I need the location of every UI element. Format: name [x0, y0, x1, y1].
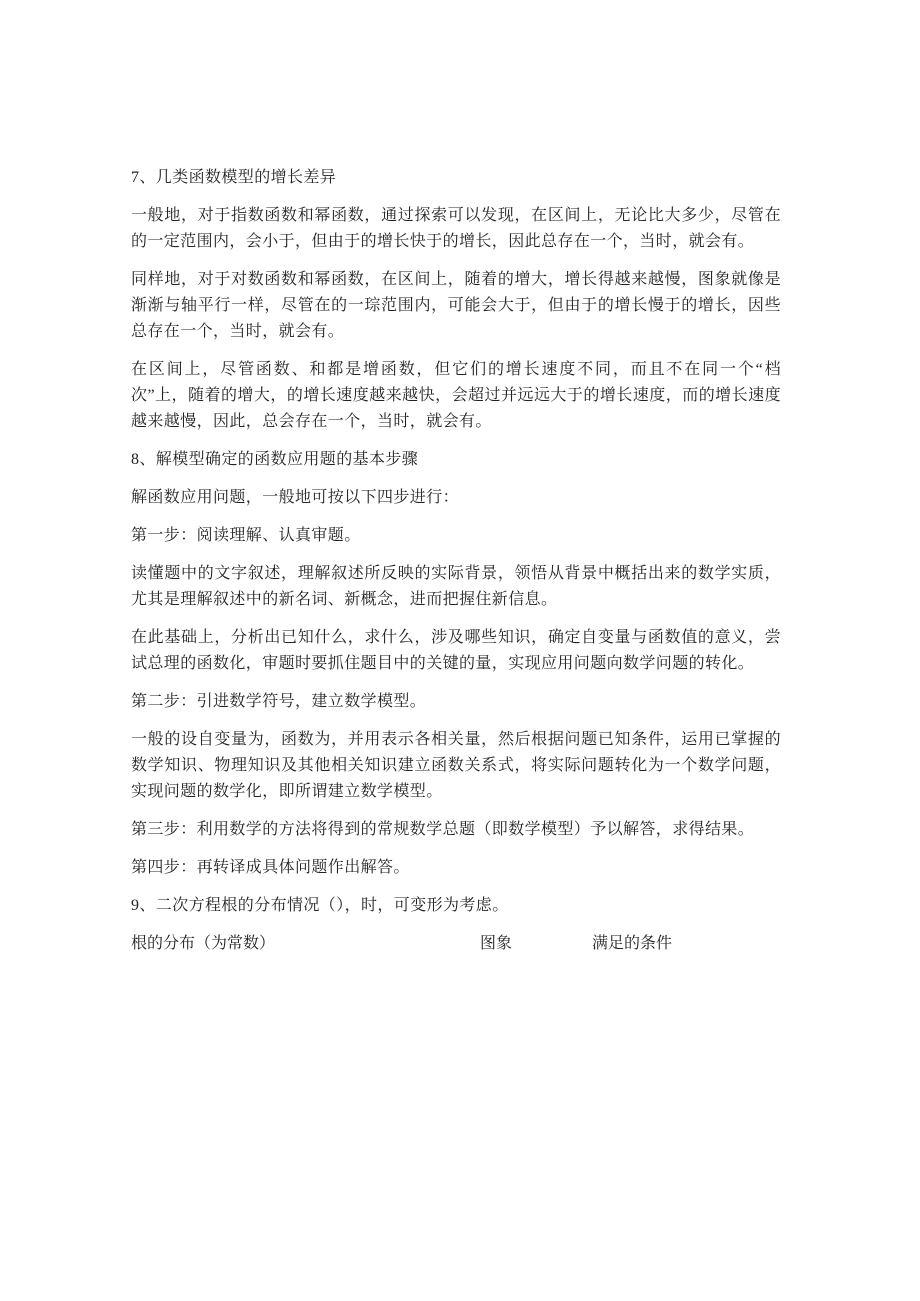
paragraph-step-1-detail: 读懂题中的文字叙述，理解叙述所反映的实际背景，领悟从背景中概括出来的数学实质，尤其是理解叙述中的新名词、新概念，进而把握住新信息。	[131, 565, 781, 608]
section-8-heading: 8、解模型确定的函数应用题的基本步骤	[131, 451, 419, 468]
paragraph-step-2-detail: 一般的设自变量为，函数为，并用表示各相关量，然后根据问题已知条件，运用已掌握的数学知识、物理知识及其他相关知识建立函数关系式，将实际问题转化为一个数学问题，实现问题的数学化，即所谓建立数学模型。	[131, 731, 781, 800]
section-7-heading: 7、几类函数模型的增长差异	[131, 169, 337, 186]
document-page	[131, 165, 781, 957]
paragraph-four-steps-intro: 解函数应用问题，一般地可按以下四步进行：	[131, 489, 460, 506]
step-2-title: 第二步：引进数学符号，建立数学模型。	[131, 693, 427, 710]
column-header-conditions: 满足的条件	[592, 935, 673, 952]
paragraph-log-vs-power: 同样地，对于对数函数和幂函数，在区间上，随着的增大，增长得越来越慢，图象就像是渐渐与轴平行一样，尽管在的一琮范围内，可能会大于，但由于的增长慢于的增长，因些总存在一个，当时，就会有。	[131, 271, 781, 340]
step-1-title: 第一步：阅读理解、认真审题。	[131, 527, 361, 544]
step-3-title: 第三步：利用数学的方法将得到的常规数学总题（即数学模型）予以解答，求得结果。	[131, 821, 755, 838]
paragraph-exponential-vs-power: 一般地，对于指数函数和幂函数，通过探索可以发现，在区间上，无论比大多少，尽管在的一定范围内，会小于，但由于的增长快于的增长，因此总存在一个，当时，就会有。	[131, 207, 781, 250]
column-header-root-distribution: 根的分布（为常数）	[131, 935, 276, 952]
step-4-title: 第四步：再转译成具体问题作出解答。	[131, 859, 410, 876]
section-9-heading: 9、二次方程根的分布情况（），时，可变形为考虑。	[131, 897, 509, 914]
root-distribution-table-header	[131, 931, 781, 957]
paragraph-growth-comparison: 在区间上，尽管函数、和都是增函数，但它们的增长速度不同，而且不在同一个“档次”上，随着的增大，的增长速度越来越快，会超过并远远大于的增长速度，而的增长速度越来越慢，因此，总会存在一个，当时，就会有。	[131, 361, 781, 430]
paragraph-step-1-analysis: 在此基础上，分析出已知什么，求什么，涉及哪些知识，确定自变量与函数值的意义，尝试总理的函数化，审题时要抓住题目中的关键的量，实现应用问题向数学问题的转化。	[131, 629, 781, 672]
column-header-graph: 图象	[480, 935, 513, 952]
